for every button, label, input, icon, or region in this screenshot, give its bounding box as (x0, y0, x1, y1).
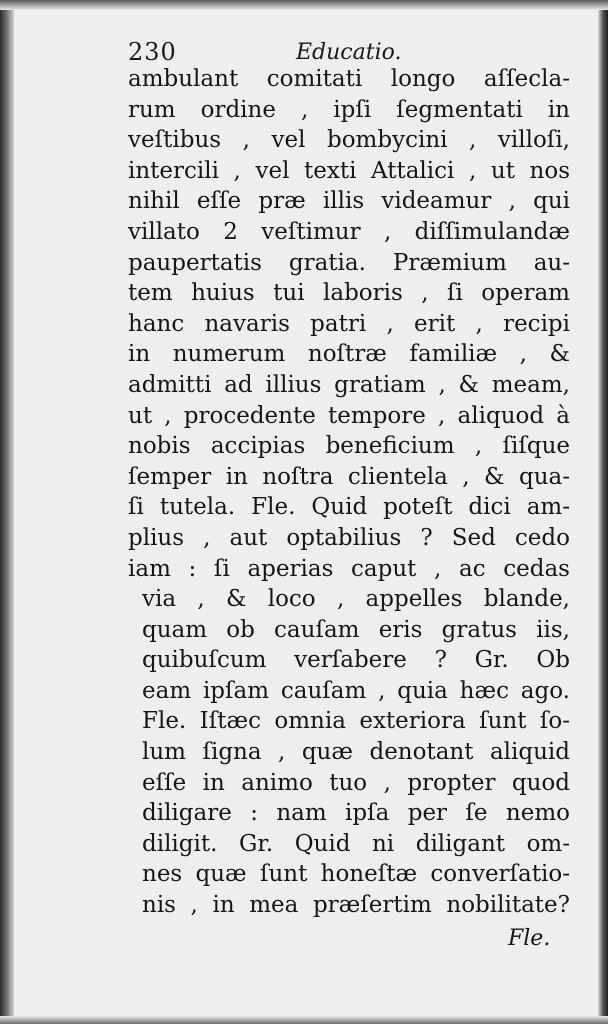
page-edge-bottom (0, 1016, 608, 1024)
text-line: veſtibus , vel bombycini , villoſi, (128, 127, 570, 154)
text-line: intercili , vel texti Attalici , ut nos (128, 157, 570, 184)
text-line: paupertatis gratia. Præmium au- (128, 249, 570, 276)
text-line: lum ſigna , quæ denotant aliquid (142, 739, 570, 766)
catchword: Fle. (508, 926, 551, 951)
text-line: via , & loco , appelles blande, (142, 586, 570, 613)
text-line: diligare : nam ipſa per ſe nemo (142, 800, 570, 827)
text-line: villato 2 veſtimur , diſſimulandæ (128, 218, 570, 245)
body-text (128, 64, 570, 921)
text-line: eam ipſam cauſam , quia hæc ago. (142, 677, 570, 704)
page-edge-right (598, 0, 608, 1024)
text-line: diligit. Gr. Quid ni diligant om- (142, 830, 570, 857)
text-line: hanc navaris patri , erit , recipi (128, 310, 570, 337)
text-line: rum ordine , ipſi ſegmentati in (128, 96, 570, 123)
page-number: 230 (128, 38, 177, 66)
text-line: ſemper in noſtra clientela , & qua- (128, 463, 570, 490)
text-line: admitti ad illius gratiam , & meam, (128, 371, 570, 398)
text-line: nobis accipias beneficium , ſiſque (128, 433, 570, 460)
text-line: quibuſcum verſabere ? Gr. Ob (142, 647, 570, 674)
text-line: nis , in mea præſertim nobilitate? (142, 892, 570, 919)
running-head: Educatio. (296, 40, 402, 65)
text-line: nihil eſſe præ illis videamur , qui (128, 188, 570, 215)
page-edge-left (0, 0, 14, 1024)
text-line: iam : ſi aperias caput , ac cedas (128, 555, 570, 582)
text-line: quam ob cauſam eris gratus iis, (142, 616, 570, 643)
text-line: ambulant comitati longo aſſecla- (128, 66, 570, 92)
text-line: tem huius tui laboris , ſi operam (128, 280, 570, 307)
text-line: ſi tutela. Fle. Quid poteſt dici am- (128, 494, 570, 521)
text-line: ut , procedente tempore , aliquod à (128, 402, 570, 429)
text-line: in numerum noſtræ familiæ , & (128, 341, 570, 368)
text-line: plius , aut optabilius ? Sed cedo (128, 524, 570, 551)
text-line: eſſe in animo tuo , propter quod (142, 769, 570, 796)
text-line: nes quæ ſunt honeſtæ converſatio- (142, 861, 570, 888)
page-edge-top (0, 0, 608, 10)
text-line: Fle. Iſtæc omnia exteriora ſunt ſo- (142, 708, 570, 735)
